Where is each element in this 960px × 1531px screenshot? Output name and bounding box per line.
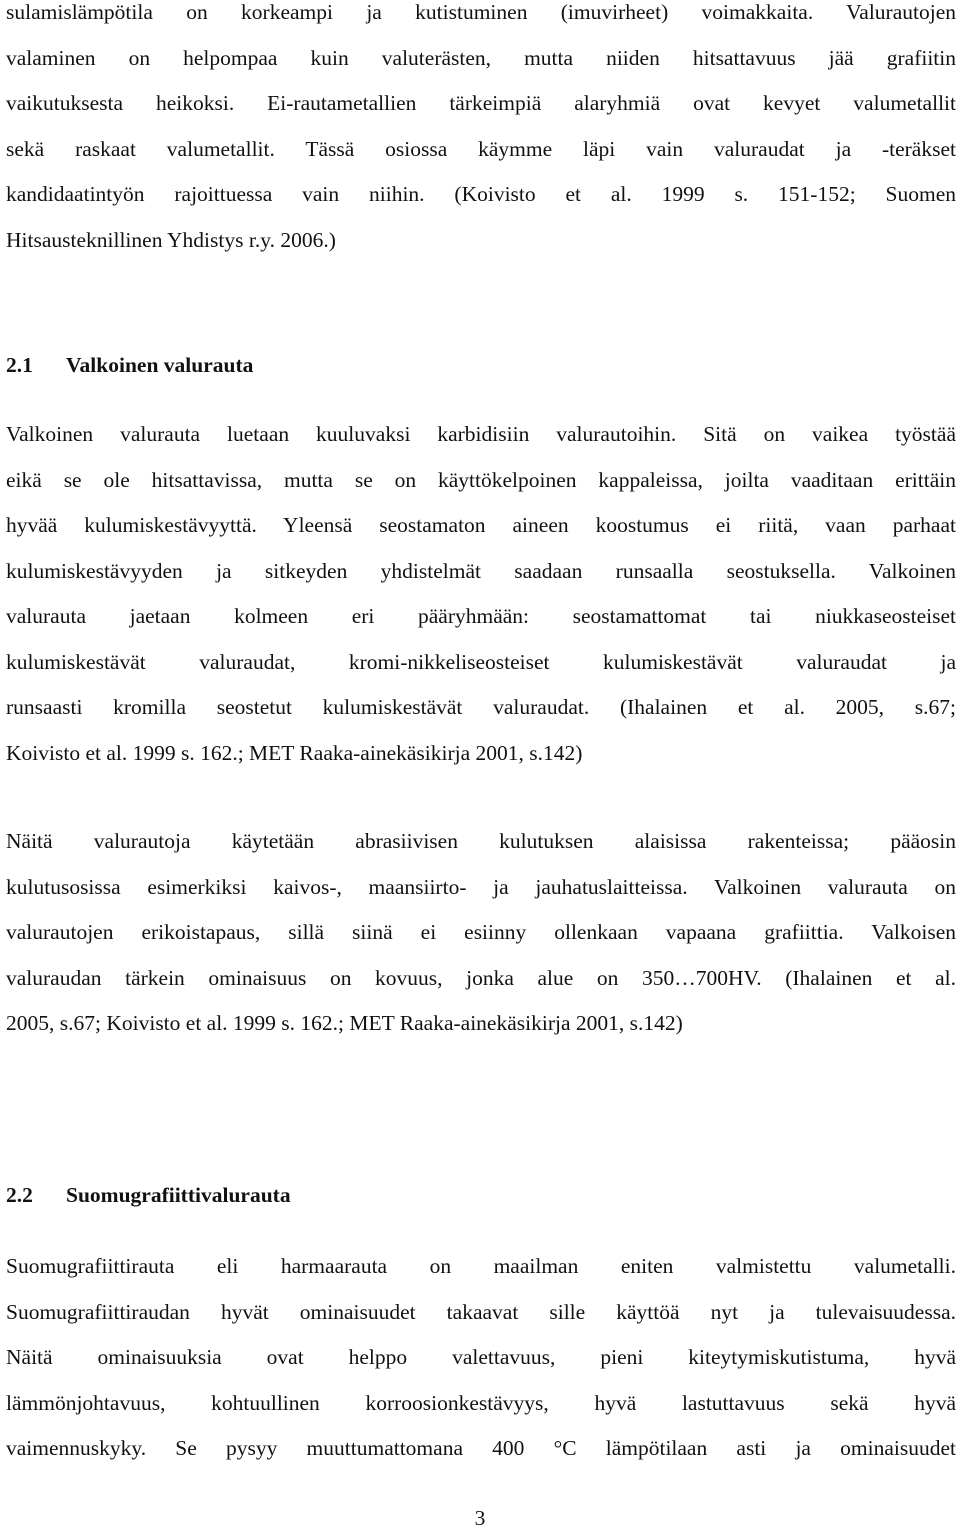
text-line: Suomugrafiittirauta eli harmaarauta on maailman eniten valmistettu valumetalli. [6, 1254, 956, 1278]
text-line: Näitä ominaisuuksia ovat helppo valettavuus, pieni kiteytymiskutistuma, hyvä [6, 1345, 956, 1369]
paragraph-intro-continued [6, 0, 956, 263]
text-line: kulumiskestävät valuraudat, kromi-nikkeliseosteiset kulumiskestävät valuraudat ja [6, 649, 956, 674]
text-line: kulumiskestävyyden ja sitkeyden yhdistelmät saadaan runsaalla seostuksella. Valkoinen [6, 558, 956, 583]
text-line: valurauta jaetaan kolmeen eri pääryhmään: seostamattomat tai niukkaseosteiset [6, 604, 956, 628]
text-line: valurautojen erikoistapaus, sillä siinä ei esiinny ollenkaan vapaana grafiittia. Valkoisen [6, 920, 956, 944]
text-line: Suomugrafiittiraudan hyvät ominaisuudet takaavat sille käyttöä nyt ja tulevaisuudessa. [6, 1299, 956, 1324]
text-line: vaimennuskyky. Se pysyy muuttumattomana 400 °C lämpötilaan asti ja ominaisuudet [6, 1436, 956, 1460]
paragraph-white-cast-iron-uses [6, 819, 956, 1047]
section-heading-2-1 [6, 350, 253, 380]
text-line: Valkoinen valurauta luetaan kuuluvaksi karbidisiin valurautoihin. Sitä on vaikea työstää [6, 422, 956, 446]
text-line: lämmönjohtavuus, kohtuullinen korroosionkestävyys, hyvä lastuttavuus sekä hyvä [6, 1390, 956, 1415]
text-line: runsaasti kromilla seostetut kulumiskestävät valuraudat. (Ihalainen et al. 2005, s.67; [6, 695, 956, 719]
text-line: Näitä valurautoja käytetään abrasiivisen kulutuksen alaisissa rakenteissa; pääosin [6, 829, 956, 853]
section-number: 2.1 [6, 353, 33, 377]
text-line: eikä se ole hitsattavissa, mutta se on käyttökelpoinen kappaleissa, joilta vaaditaan erittäin [6, 467, 956, 492]
text-line: valuraudan tärkein ominaisuus on kovuus, jonka alue on 350…700HV. (Ihalainen et al. [6, 965, 956, 990]
text-line: sekä raskaat valumetallit. Tässä osiossa käymme läpi vain valuraudat ja -teräkset [6, 136, 956, 161]
page-number: 3 [474, 1506, 486, 1530]
text-line: kulutusosissa esimerkiksi kaivos-, maansiirto- ja jauhatuslaitteissa. Valkoinen valurauta on [6, 874, 956, 899]
text-line: valaminen on helpompaa kuin valuterästen, mutta niiden hitsattavuus jää grafiitin [6, 45, 956, 70]
paragraph-flake-graphite-cast-iron [6, 1244, 956, 1472]
paragraph-white-cast-iron-intro [6, 412, 956, 776]
text-line: 2005, s.67; Koivisto et al. 1999 s. 162.; MET Raaka-ainekäsikirja 2001, s.142) [6, 1011, 683, 1035]
section-title: Valkoinen valurauta [66, 353, 254, 377]
text-line: sulamislämpötila on korkeampi ja kutistuminen (imuvirheet) voimakkaita. Valurautojen [6, 0, 956, 24]
text-line: vaikutuksesta heikoksi. Ei-rautametallien tärkeimpiä alaryhmiä ovat kevyet valumetallit [6, 91, 956, 115]
text-line: hyvää kulumiskestävyyttä. Yleensä seostamaton aineen koostumus ei riitä, vaan parhaat [6, 513, 956, 537]
text-line: Koivisto et al. 1999 s. 162.; MET Raaka-ainekäsikirja 2001, s.142) [6, 740, 583, 765]
text-line: kandidaatintyön rajoittuessa vain niihin. (Koivisto et al. 1999 s. 151-152; Suomen [6, 182, 956, 206]
text-line: Hitsausteknillinen Yhdistys r.y. 2006.) [6, 227, 336, 252]
section-heading-2-2 [6, 1180, 291, 1210]
section-title: Suomugrafiittivalurauta [66, 1183, 291, 1207]
section-number: 2.2 [6, 1183, 33, 1207]
